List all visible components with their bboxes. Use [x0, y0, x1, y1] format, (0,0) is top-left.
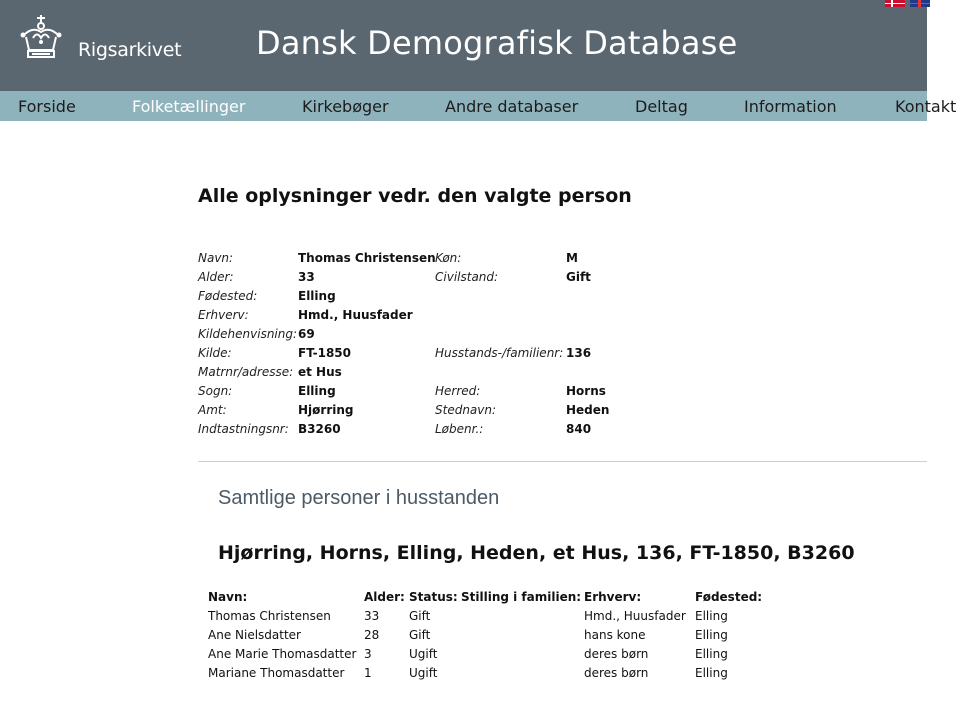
field-value: Heden: [566, 403, 610, 417]
cell-alder: 33: [364, 609, 380, 623]
field-label: Løbenr.:: [435, 422, 484, 436]
cell-alder: 1: [364, 666, 372, 680]
field-label: Civilstand:: [435, 270, 499, 284]
nav-item-forside[interactable]: Forside: [18, 97, 76, 116]
page-title: Alle oplysninger vedr. den valgte person: [198, 185, 632, 207]
detail-row: [198, 289, 698, 308]
main-nav: [0, 91, 956, 121]
field-value: Horns: [566, 384, 606, 398]
field-value: FT-1850: [298, 346, 351, 360]
field-value: Elling: [298, 289, 336, 303]
cell-foedested: Elling: [695, 666, 728, 680]
field-label: Kilde:: [198, 346, 232, 360]
cell-alder: 3: [364, 647, 372, 661]
field-value: B3260: [298, 422, 341, 436]
site-header: [0, 0, 927, 91]
cell-erhverv: Hmd., Huusfader: [584, 609, 686, 623]
table-row: [208, 647, 908, 666]
brand-name[interactable]: Rigsarkivet: [78, 39, 182, 61]
field-label: Kildehenvisning:: [198, 327, 298, 341]
cell-status: Gift: [409, 609, 431, 623]
cell-alder: 28: [364, 628, 380, 642]
detail-row: [198, 346, 698, 365]
field-label: Amt:: [198, 403, 227, 417]
cell-status: Ugift: [409, 666, 438, 680]
field-label: Matrnr/adresse:: [198, 365, 294, 379]
table-header-row: [208, 590, 908, 609]
table-row: [208, 666, 908, 685]
detail-row: [198, 422, 698, 441]
field-label: Husstands-/familienr:: [435, 346, 564, 360]
field-label: Stednavn:: [435, 403, 497, 417]
field-label: Erhverv:: [198, 308, 249, 322]
detail-row: [198, 403, 698, 422]
cell-foedested: Elling: [695, 628, 728, 642]
cell-navn: Ane Marie Thomasdatter: [208, 647, 357, 661]
field-label: Fødested:: [198, 289, 258, 303]
cell-erhverv: hans kone: [584, 628, 646, 642]
site-title: Dansk Demografisk Database: [256, 24, 738, 62]
nav-item-information[interactable]: Information: [744, 97, 837, 116]
field-value: Hjørring: [298, 403, 354, 417]
danish-flag-icon[interactable]: [885, 0, 905, 7]
column-header-navn: Navn:: [208, 590, 248, 604]
table-row: [208, 628, 908, 647]
nav-item-andre-databaser[interactable]: Andre databaser: [445, 97, 579, 116]
household-heading: Samtlige personer i husstanden: [218, 487, 500, 509]
table-row: [208, 609, 908, 628]
nav-item-kirkeboeger[interactable]: Kirkebøger: [302, 97, 389, 116]
detail-row: [198, 384, 698, 403]
nav-item-deltag[interactable]: Deltag: [635, 97, 688, 116]
detail-row: [198, 327, 698, 346]
field-label: Navn:: [198, 251, 234, 265]
field-value: 33: [298, 270, 315, 284]
detail-row: [198, 251, 698, 270]
cell-status: Gift: [409, 628, 431, 642]
field-label: Herred:: [435, 384, 481, 398]
field-value: M: [566, 251, 578, 265]
column-header-status: Status:: [409, 590, 458, 604]
column-header-stilling: Stilling i familien:: [461, 590, 582, 604]
crown-logo-icon[interactable]: [18, 14, 64, 60]
field-label: Køn:: [435, 251, 462, 265]
field-value: 136: [566, 346, 592, 360]
household-title: Hjørring, Horns, Elling, Heden, et Hus, 136, FT-1850, B3260: [218, 542, 855, 564]
field-label: Sogn:: [198, 384, 233, 398]
cell-erhverv: deres børn: [584, 647, 649, 661]
field-value: Elling: [298, 384, 336, 398]
column-header-erhverv: Erhverv:: [584, 590, 642, 604]
english-flag-icon[interactable]: [910, 0, 930, 7]
column-header-foedested: Fødested:: [695, 590, 763, 604]
cell-navn: Ane Nielsdatter: [208, 628, 301, 642]
field-value: Gift: [566, 270, 591, 284]
detail-row: [198, 308, 698, 327]
column-header-alder: Alder:: [364, 590, 405, 604]
cell-status: Ugift: [409, 647, 438, 661]
cell-foedested: Elling: [695, 609, 728, 623]
cell-navn: Thomas Christensen: [208, 609, 331, 623]
cell-foedested: Elling: [695, 647, 728, 661]
field-label: Indtastningsnr:: [198, 422, 289, 436]
field-value: Thomas Christensen: [298, 251, 436, 265]
field-value: Hmd., Huusfader: [298, 308, 413, 322]
field-value: 840: [566, 422, 592, 436]
detail-row: [198, 365, 698, 384]
field-value: et Hus: [298, 365, 342, 379]
nav-item-kontakt[interactable]: Kontakt: [895, 97, 956, 116]
field-value: 69: [298, 327, 315, 341]
cell-erhverv: deres børn: [584, 666, 649, 680]
detail-row: [198, 270, 698, 289]
field-label: Alder:: [198, 270, 234, 284]
cell-navn: Mariane Thomasdatter: [208, 666, 345, 680]
section-divider: [198, 461, 927, 462]
nav-item-folketaellinger[interactable]: Folketællinger: [132, 97, 246, 116]
